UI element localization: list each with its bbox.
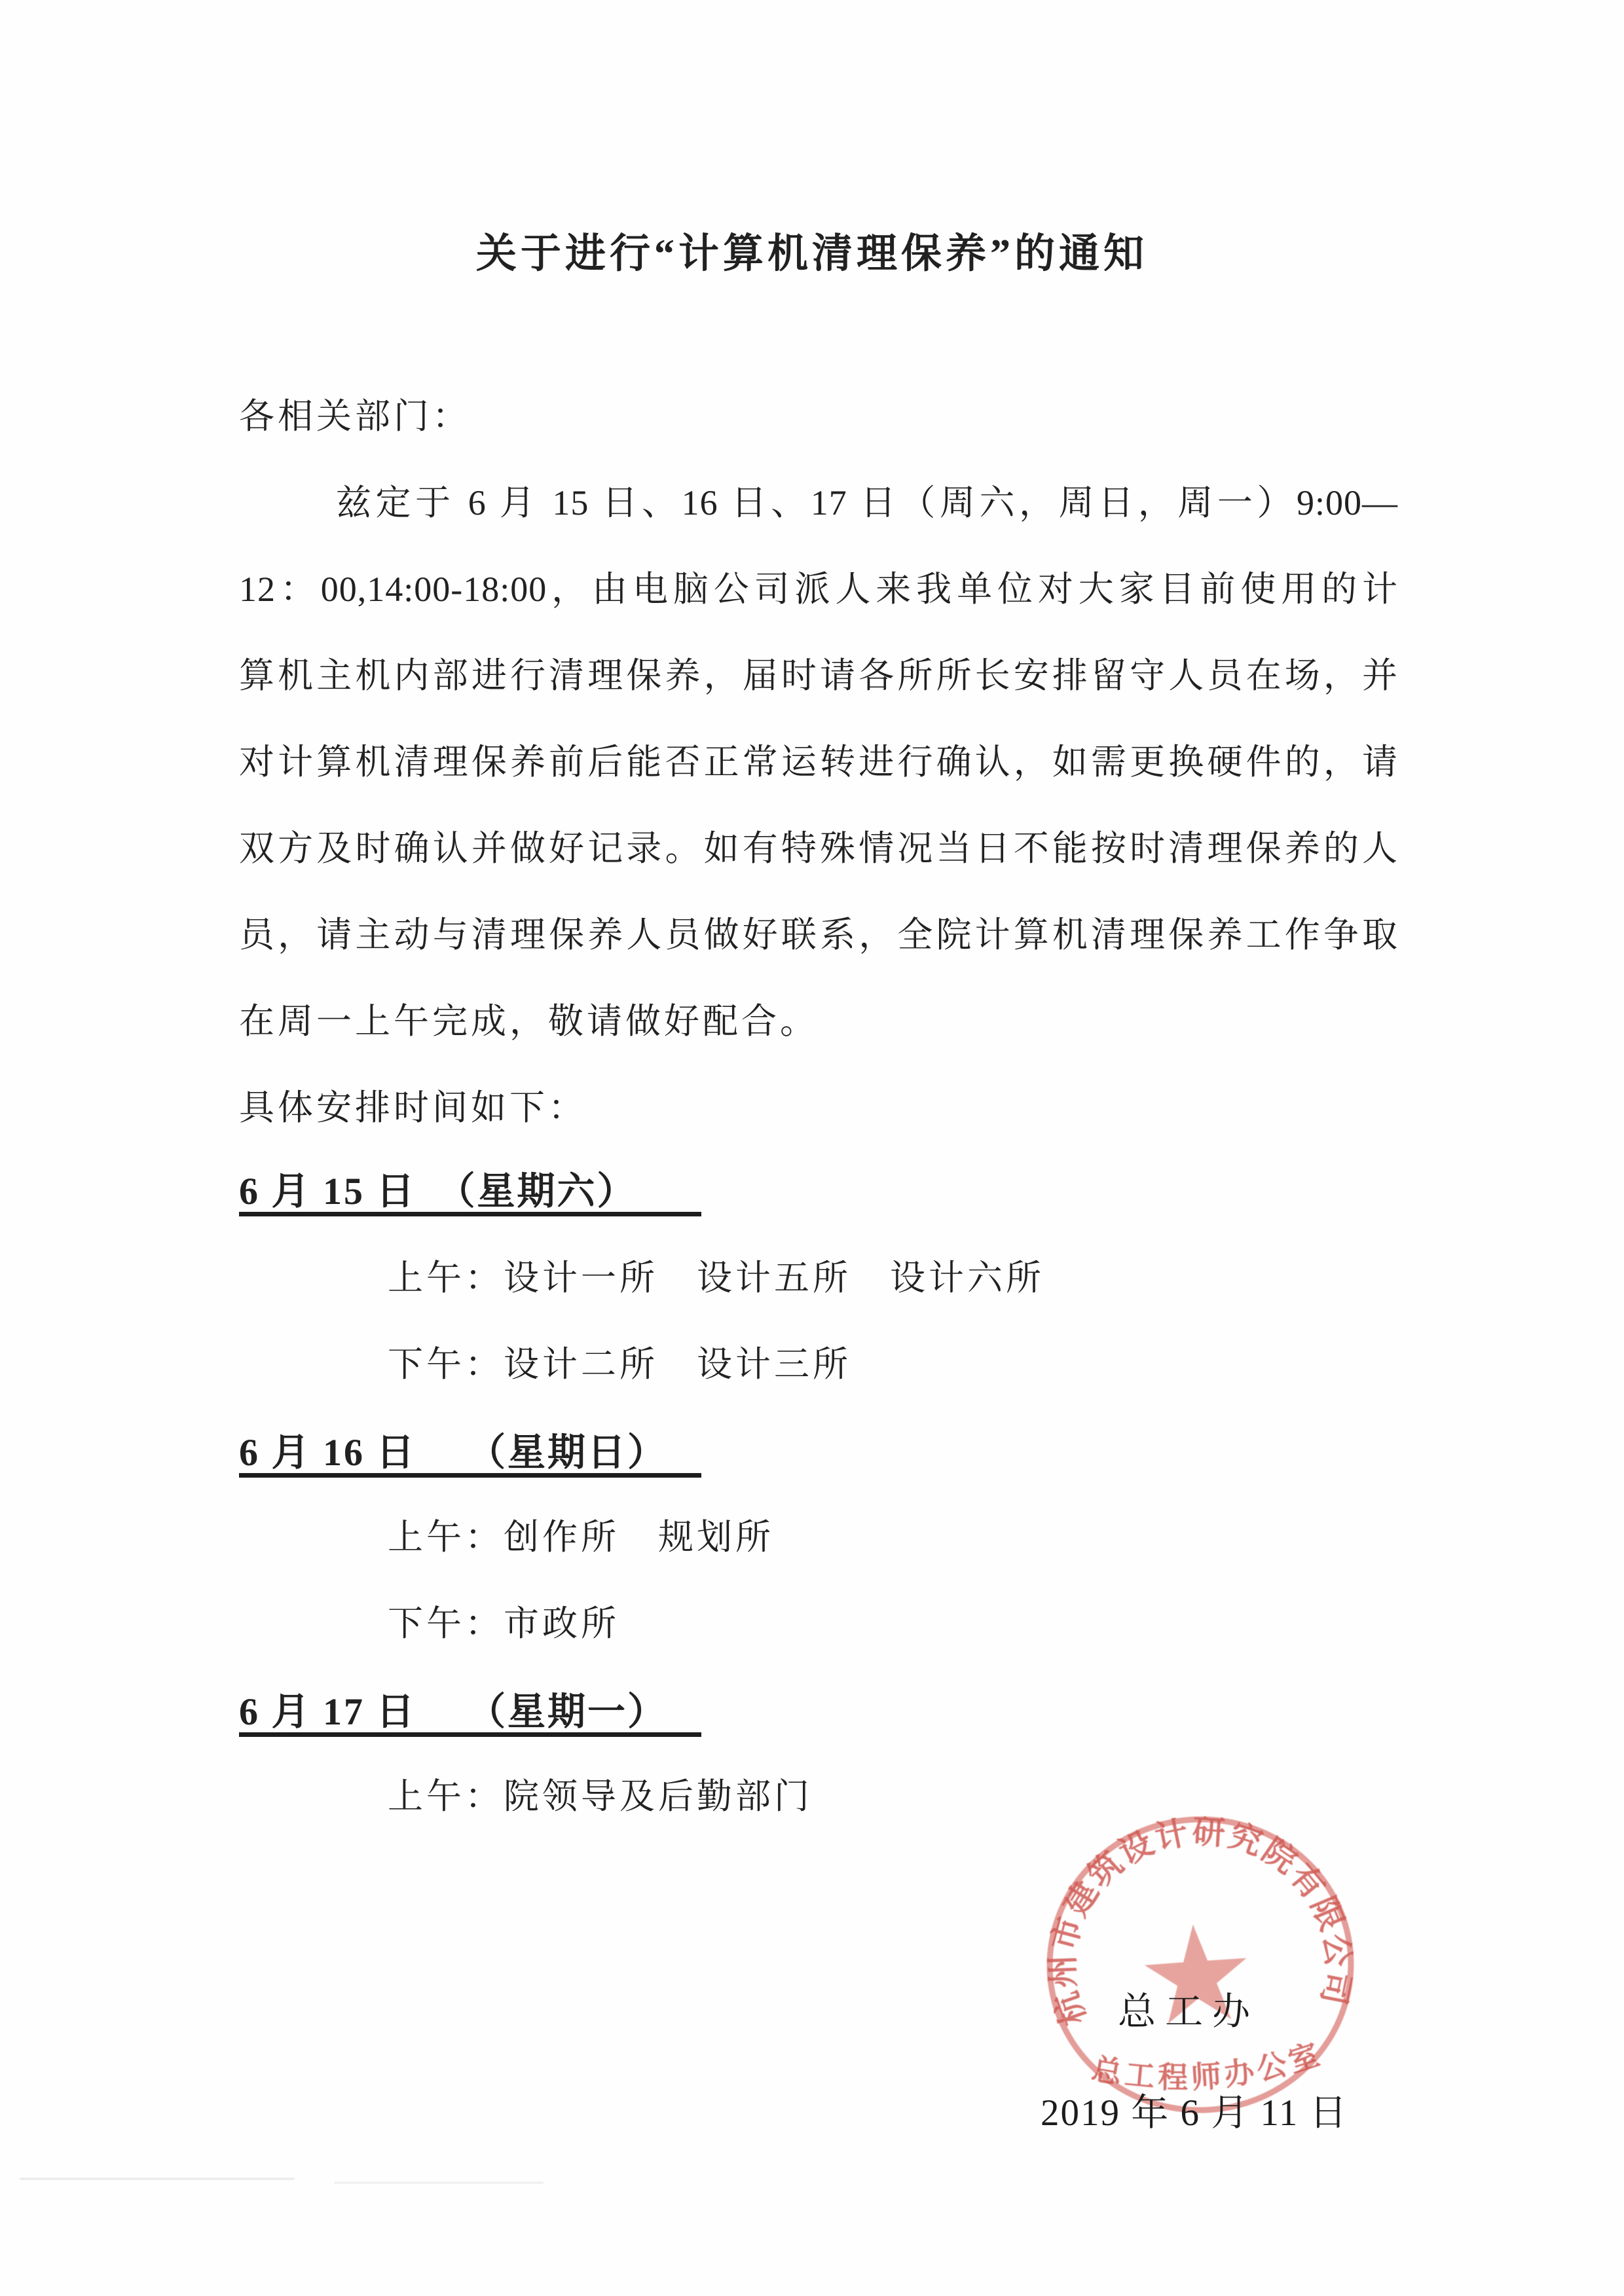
schedule-day-1-heading-text: 6 月 15 日 （星期六）	[239, 1173, 701, 1216]
paragraph-line: 在周一上午完成，敬请做好配合。	[239, 1002, 819, 1041]
signature-department: 总工办	[1117, 1990, 1259, 2033]
paragraph-line: 员，请主动与清理保养人员做好联系，全院计算机清理保养工作争取	[239, 915, 1398, 955]
schedule-day-1-morning: 上午：设计一所 设计五所 设计六所	[388, 1258, 1044, 1298]
paragraph-line: 兹定于 6 月 15 日、16 日、17 日（周六，周日，周一）9:00—	[336, 483, 1398, 522]
schedule-day-3-heading-text: 6 月 17 日 （星期一）	[239, 1693, 701, 1737]
schedule-day-2-afternoon: 下午：市政所	[388, 1604, 619, 1643]
schedule-day-1-afternoon: 下午：设计二所 设计三所	[388, 1345, 851, 1384]
schedule-day-2-heading	[239, 1431, 701, 1478]
paragraph-line: 算机主机内部进行清理保养，届时请各所所长安排留守人员在场，并	[239, 656, 1398, 695]
schedule-day-2-heading-text: 6 月 16 日 （星期日）	[239, 1434, 701, 1478]
schedule-day-2-morning: 上午：创作所 规划所	[388, 1518, 774, 1557]
scan-smudge	[334, 2181, 544, 2184]
paragraph-line: 对计算机清理保养前后能否正常运转进行确认，如需更换硬件的，请	[239, 742, 1398, 782]
schedule-day-3-morning: 上午：院领导及后勤部门	[388, 1777, 813, 1816]
seal-office-name: 总工程师办公室	[1089, 2036, 1327, 2095]
schedule-day-3-heading	[239, 1690, 701, 1737]
salutation: 各相关部门：	[239, 397, 471, 436]
document-date: 2019 年 6 月 11 日	[1041, 2092, 1348, 2134]
paragraph-line: 12：00,14:00-18:00，由电脑公司派人来我单位对大家目前使用的计	[239, 570, 1398, 609]
seal-company-name: 杭州市建筑设计研究院有限公司	[1044, 1813, 1357, 2030]
schedule-day-1-heading	[239, 1170, 701, 1216]
document-title: 关于进行“计算机清理保养”的通知	[475, 232, 1148, 276]
schedule-intro: 具体安排时间如下：	[239, 1088, 587, 1127]
paragraph-line: 双方及时确认并做好记录。如有特殊情况当日不能按时清理保养的人	[239, 829, 1398, 868]
scan-smudge	[20, 2178, 295, 2180]
